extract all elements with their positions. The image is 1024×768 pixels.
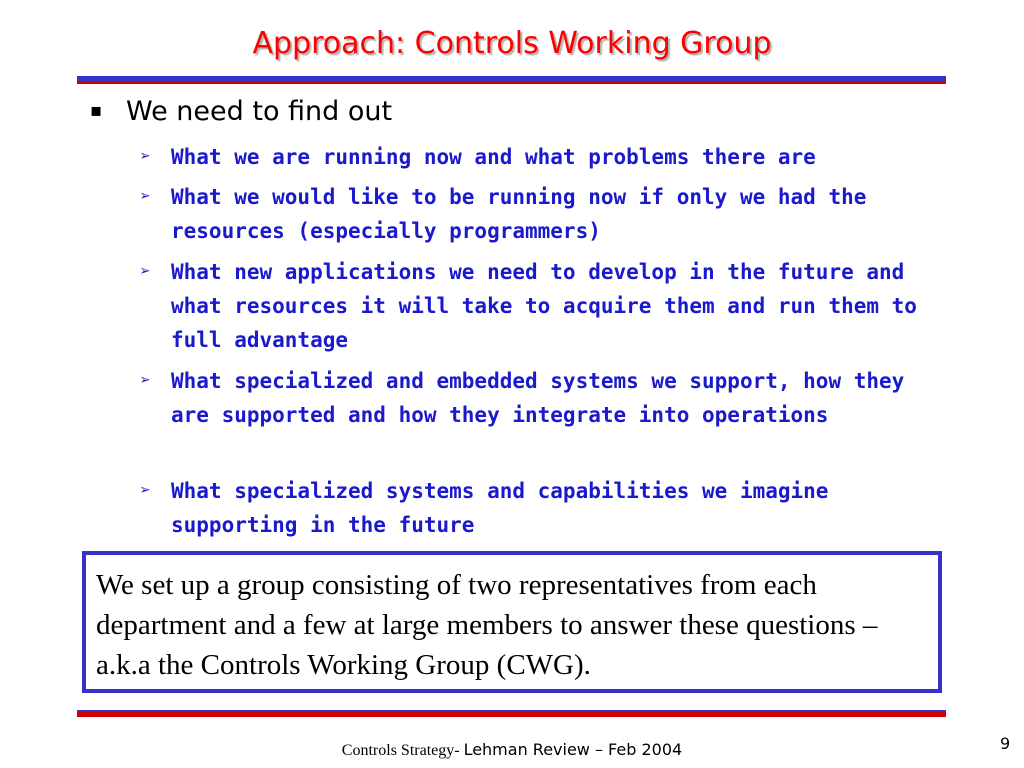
top-rule-red: [77, 82, 946, 84]
sub-bullet-text: What specialized systems and capabilities we imagine supporting in the future: [171, 479, 829, 537]
page-number: 9: [1000, 734, 1011, 753]
sub-bullet-text: What we are running now and what problems there are: [171, 145, 816, 169]
summary-box: [82, 551, 942, 693]
main-bullet-text: We need to find out: [126, 96, 393, 127]
arrow-bullet-icon: ➢: [140, 186, 151, 207]
arrow-bullet-icon: ➢: [140, 261, 151, 282]
footer-label: Controls Strategy-: [341, 742, 464, 759]
sub-bullet-text: What we would like to be running now if only we had the resources (especially programmers): [171, 185, 867, 243]
slide-title: Approach: Controls Working Group: [252, 26, 772, 61]
footer-event: Lehman Review – Feb 2004: [463, 740, 683, 759]
arrow-bullet-icon: ➢: [140, 370, 151, 391]
sub-bullet-text: What specialized and embedded systems we support, how they are supported and how they integrate into operations: [171, 369, 905, 427]
sub-bullet-text: What new applications we need to develop in the future and what resources it will take to acquire them and run them to full advantage: [171, 260, 917, 352]
footer: [0, 740, 1024, 760]
square-bullet-icon: ▪: [90, 100, 103, 121]
arrow-bullet-icon: ➢: [140, 480, 151, 501]
summary-box-text: We set up a group consisting of two representatives from each department and a few at large members to answer these questions – a.k.a the Controls Working Group (CWG).: [96, 569, 878, 681]
arrow-bullet-icon: ➢: [140, 146, 151, 167]
bottom-rule-red: [77, 712, 946, 717]
